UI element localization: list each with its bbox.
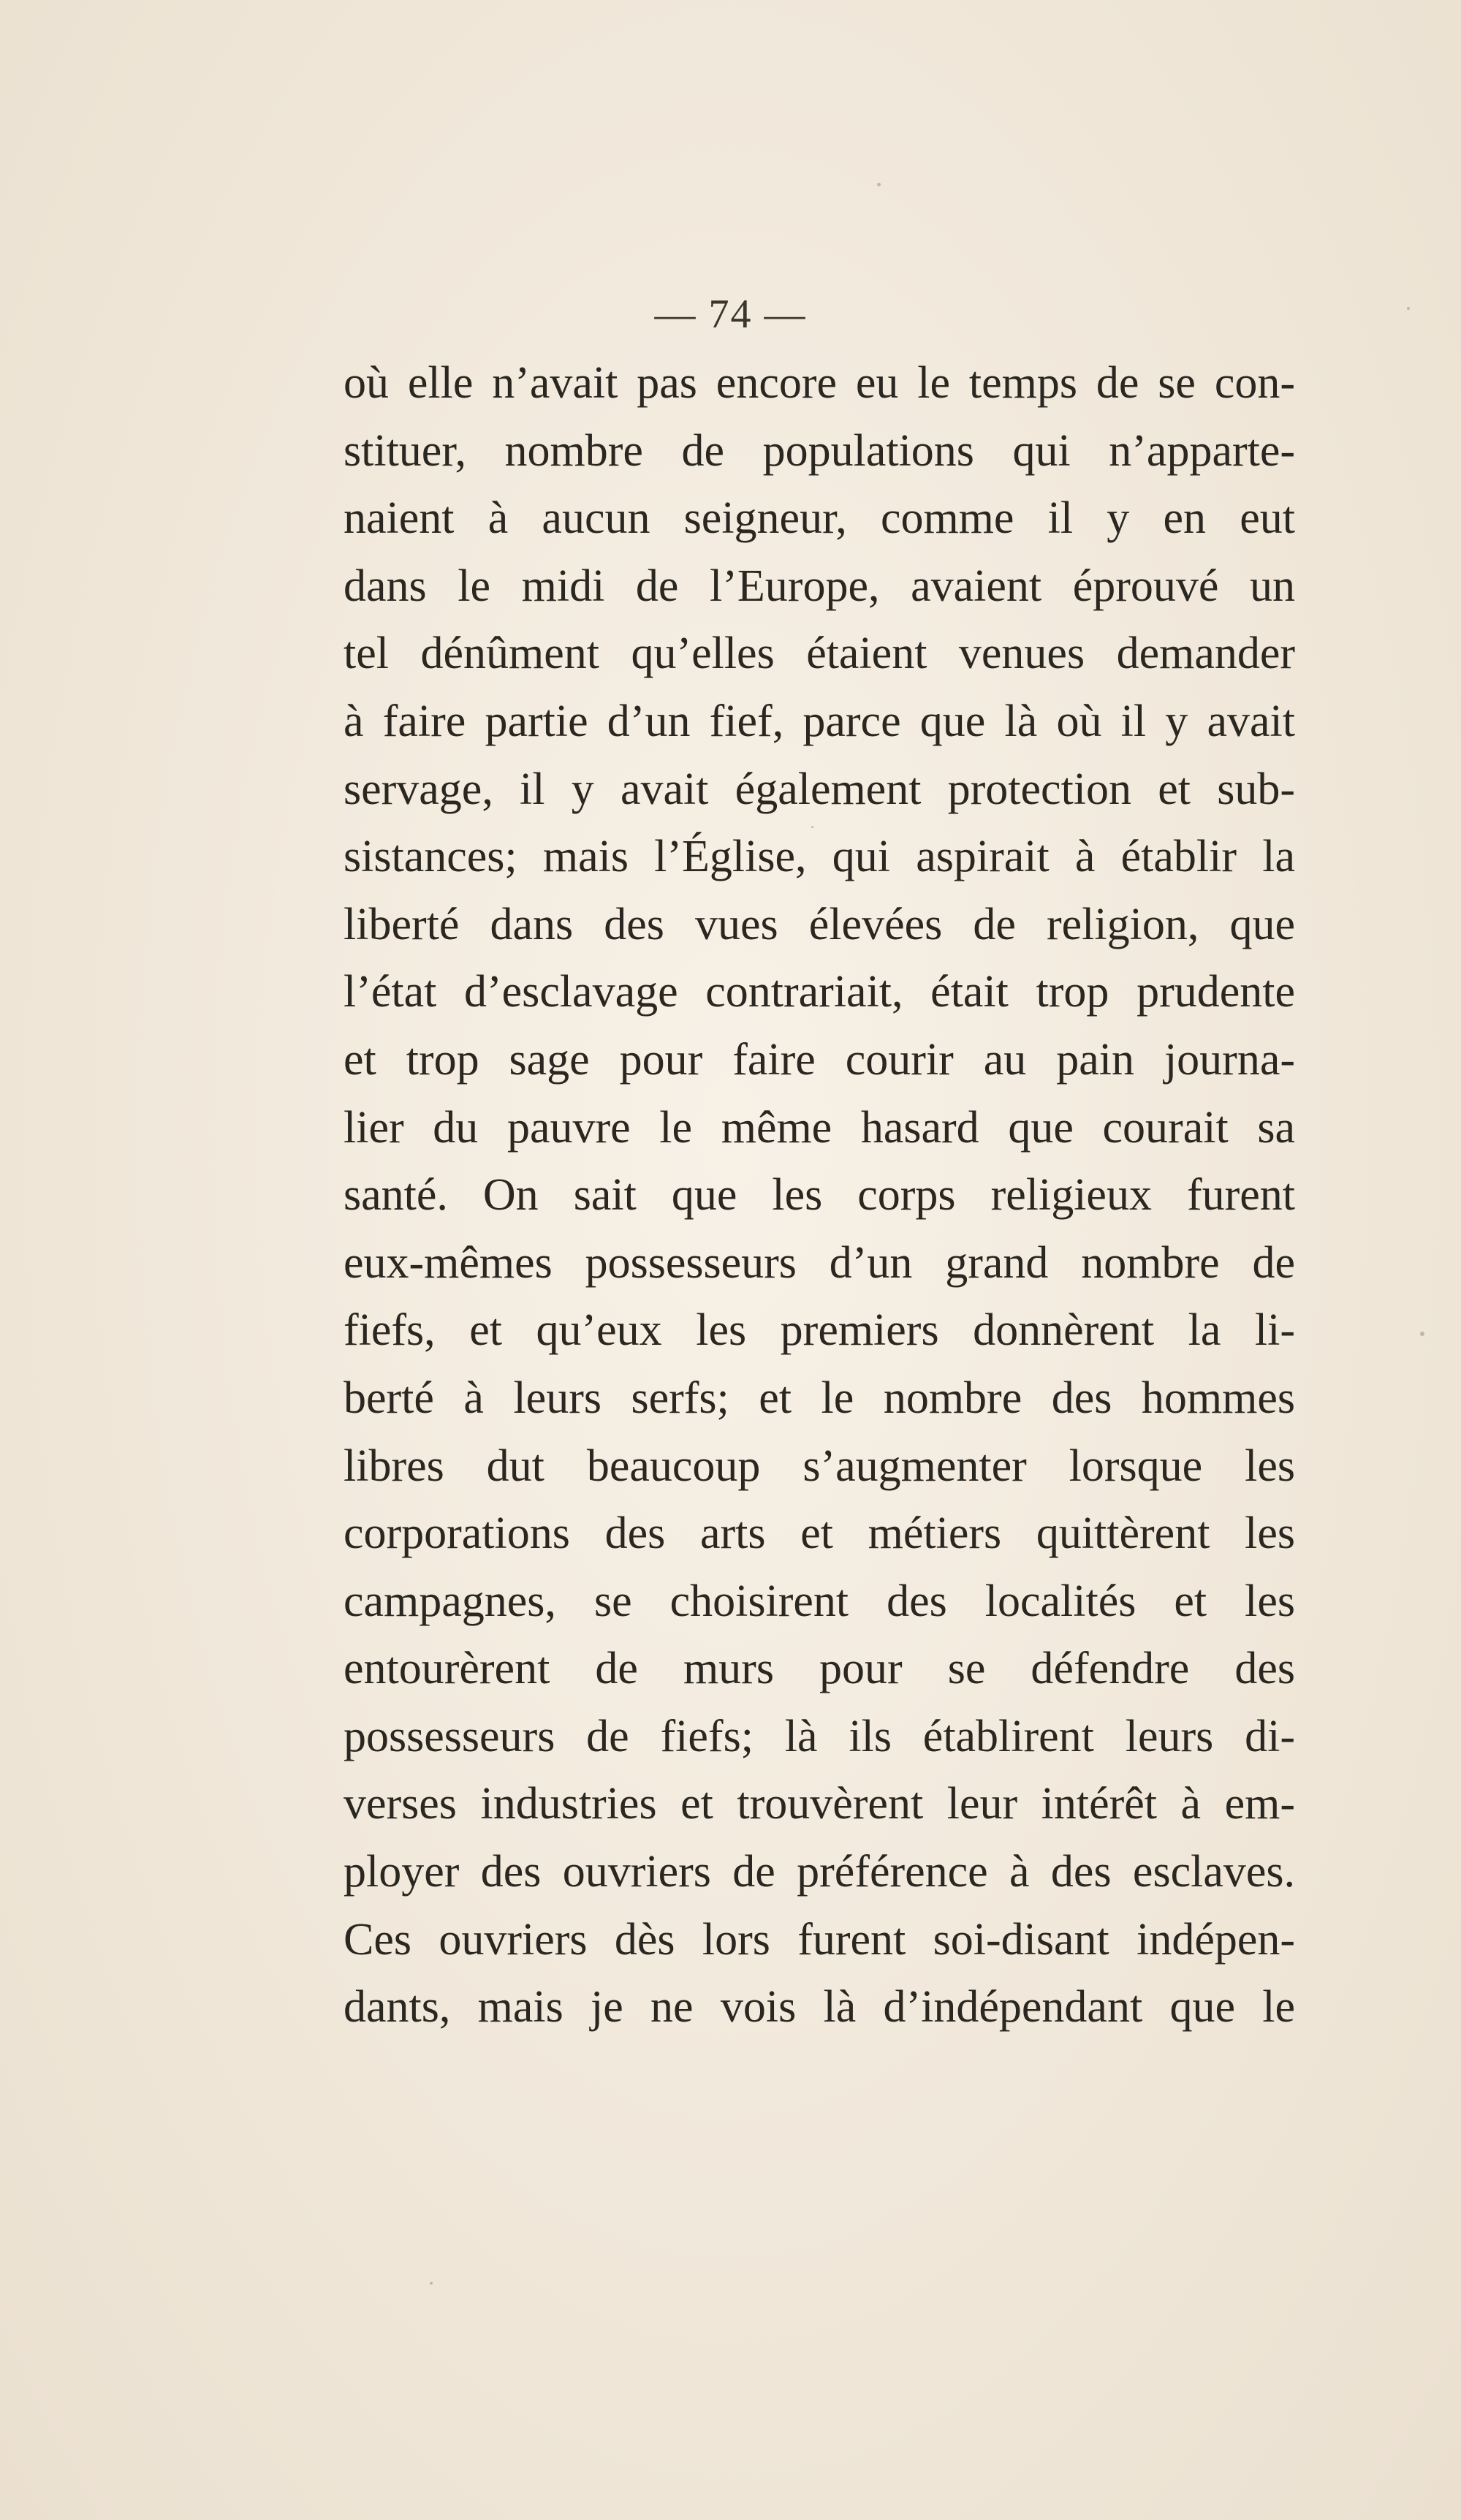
text-line: naient à aucun seigneur, comme il y en eut: [344, 493, 1295, 544]
text-line: berté à leurs serfs; et le nombre des hommes: [344, 1373, 1295, 1423]
paper-speck: [1407, 307, 1410, 310]
paper-speck: [430, 2282, 433, 2285]
text-line: dants, mais je ne vois là d’indépendant que le: [344, 1982, 1295, 2033]
page-number: — 74 —: [654, 292, 807, 337]
paper-speck: [1420, 1332, 1424, 1336]
paper-speck: [811, 826, 813, 828]
text-line: corporations des arts et métiers quittèrent les: [344, 1508, 1295, 1559]
text-line: liberté dans des vues élevées de religion, que: [344, 899, 1295, 949]
text-line: et trop sage pour faire courir au pain journa-: [344, 1034, 1295, 1085]
text-line: verses industries et trouvèrent leur intérêt à em-: [344, 1779, 1295, 1829]
text-line: où elle n’avait pas encore eu le temps de se con-: [344, 358, 1295, 408]
text-line: campagnes, se choisirent des localités et les: [344, 1576, 1295, 1626]
paper-speck: [877, 183, 881, 186]
text-line: libres dut beaucoup s’augmenter lorsque les: [344, 1441, 1295, 1491]
body-text: [344, 349, 1295, 2041]
text-line: santé. On sait que les corps religieux furent: [344, 1170, 1295, 1221]
text-line: sistances; mais l’Église, qui aspirait à établir la: [344, 832, 1295, 882]
text-line: servage, il y avait également protection et sub-: [344, 764, 1295, 814]
text-line: eux-mêmes possesseurs d’un grand nombre de: [344, 1237, 1295, 1288]
text-line: l’état d’esclavage contrariait, était trop prudente: [344, 967, 1295, 1017]
text-line: Ces ouvriers dès lors furent soi-disant indépen-: [344, 1914, 1295, 1965]
text-line: ployer des ouvriers de préférence à des esclaves.: [344, 1847, 1295, 1897]
text-line: possesseurs de fiefs; là ils établirent leurs di-: [344, 1711, 1295, 1761]
text-line: lier du pauvre le même hasard que courait sa: [344, 1102, 1295, 1153]
text-line: tel dénûment qu’elles étaient venues demander: [344, 629, 1295, 679]
text-line: fiefs, et qu’eux les premiers donnèrent la li-: [344, 1305, 1295, 1356]
text-line: dans le midi de l’Europe, avaient éprouvé un: [344, 561, 1295, 611]
text-line: stituer, nombre de populations qui n’apparte-: [344, 425, 1295, 476]
text-line: à faire partie d’un fief, parce que là où il y avait: [344, 696, 1295, 746]
text-line: entourèrent de murs pour se défendre des: [344, 1644, 1295, 1694]
